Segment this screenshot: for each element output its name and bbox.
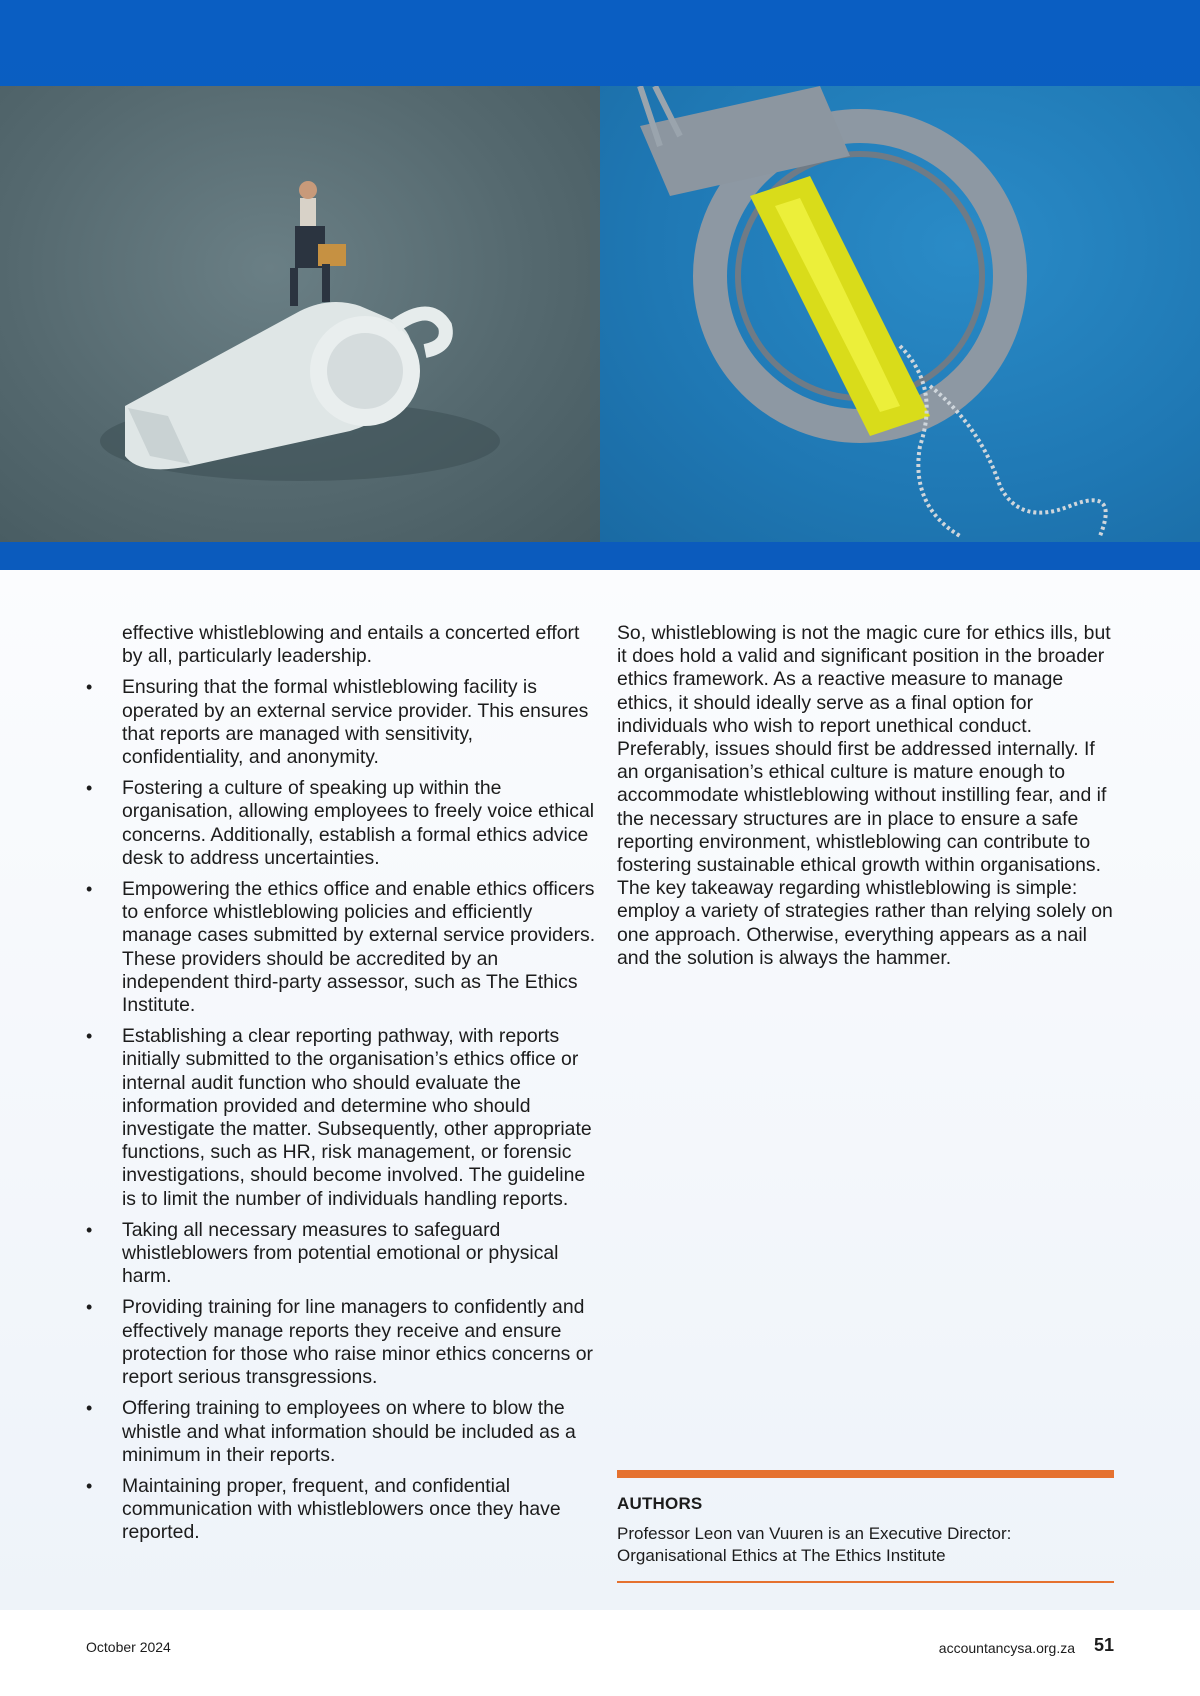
conclusion-paragraph: So, whistleblowing is not the magic cure for ethics ills, but it does hold a valid and significant position in the broader ethics framework. As a reactive measure to manage ethics, it should ideally serve as a final option for individuals who wish to report unethical conduct. Preferably, issues should first be addressed internally. If an organisation’s ethical culture is mature enough to accommodate whistleblowing without instilling fear, and if the necessary structures are in place to ensure a safe reporting environment, whistleblowing can contribute to fostering sustainable ethical growth within organisations. The key takeaway regarding whistleblowing is simple: employ a variety of strategies rather than relying solely on one approach. Otherwise, everything appears as a nail and the solution is always the hammer. <box>617 622 1113 969</box>
list-item-text: Fostering a culture of speaking up within the organisation, allowing employees to freely voice ethical concerns. Additionally, establish a formal ethics advice desk to address uncertainties. <box>122 777 595 869</box>
list-item <box>86 878 596 1017</box>
bullet-icon: • <box>86 1219 93 1240</box>
website-link[interactable]: accountancysa.org.za <box>938 1640 1075 1656</box>
page-footer <box>0 1610 1200 1696</box>
bullet-icon: • <box>86 1398 93 1419</box>
photo-handcuffs-whistle <box>600 86 1200 542</box>
intro-text: effective whistleblowing and entails a concerted effort by all, particularly leadership. <box>122 622 580 668</box>
page-number: 51 <box>1093 1635 1114 1655</box>
left-column <box>86 622 596 1553</box>
bullet-icon: • <box>86 1026 93 1047</box>
whistle-figure-illustration <box>0 86 600 542</box>
list-item <box>86 1219 596 1289</box>
bullet-icon: • <box>86 1475 93 1496</box>
photo-whistle-figure <box>0 86 600 542</box>
bullet-icon: • <box>86 879 93 900</box>
list-item-text: Ensuring that the formal whistleblowing facility is operated by an external service provider. This ensures that reports are managed with sensitivity, confidentiality, and anonymity. <box>122 676 589 769</box>
authors-top-rule <box>617 1470 1114 1478</box>
authors-box <box>617 1470 1114 1583</box>
list-item <box>86 777 596 870</box>
authors-bottom-rule <box>617 1581 1114 1583</box>
list-item <box>86 676 596 769</box>
handcuffs-illustration <box>600 86 1200 542</box>
recommendation-list <box>86 676 596 1544</box>
list-item <box>86 1025 596 1211</box>
bullet-icon: • <box>86 677 93 698</box>
list-item-text: Taking all necessary measures to safeguard whistleblowers from potential emotional or physical harm. <box>122 1218 559 1288</box>
list-item-text: Maintaining proper, frequent, and confidential communication with whistleblowers once they have reported. <box>122 1474 561 1544</box>
list-item-text: Offering training to employees on where to blow the whistle and what information should be included as a minimum in their reports. <box>122 1397 576 1466</box>
list-item <box>86 1397 596 1467</box>
list-item <box>86 1296 596 1389</box>
issue-date: October 2024 <box>86 1639 171 1655</box>
authors-bio: Professor Leon van Vuuren is an Executive Director: Organisational Ethics at The Ethics Institute <box>617 1524 1012 1565</box>
list-item-text: Providing training for line managers to confidently and effectively manage reports they receive and ensure protection for those who raise minor ethics concerns or report serious transgressions. <box>122 1296 593 1389</box>
list-item-text: Empowering the ethics office and enable ethics officers to enforce whistleblowing policies and efficiently manage cases submitted by external service providers. These providers should be accredited by an independent third-party assessor, such as The Ethics Institute. <box>122 878 596 1017</box>
list-item <box>86 1475 596 1545</box>
bullet-icon: • <box>86 1297 93 1318</box>
list-item-text: Establishing a clear reporting pathway, with reports initially submitted to the organisation’s ethics office or internal audit function who should evaluate the information provided and determine who should investigate the matter. Subsequently, other appropriate functions, such as HR, risk management, or forensic investigations, should become involved. The guideline is to limit the number of individuals handling reports. <box>122 1025 592 1210</box>
bullet-icon: • <box>86 778 93 799</box>
right-column <box>617 622 1117 970</box>
authors-heading: AUTHORS <box>617 1494 703 1513</box>
